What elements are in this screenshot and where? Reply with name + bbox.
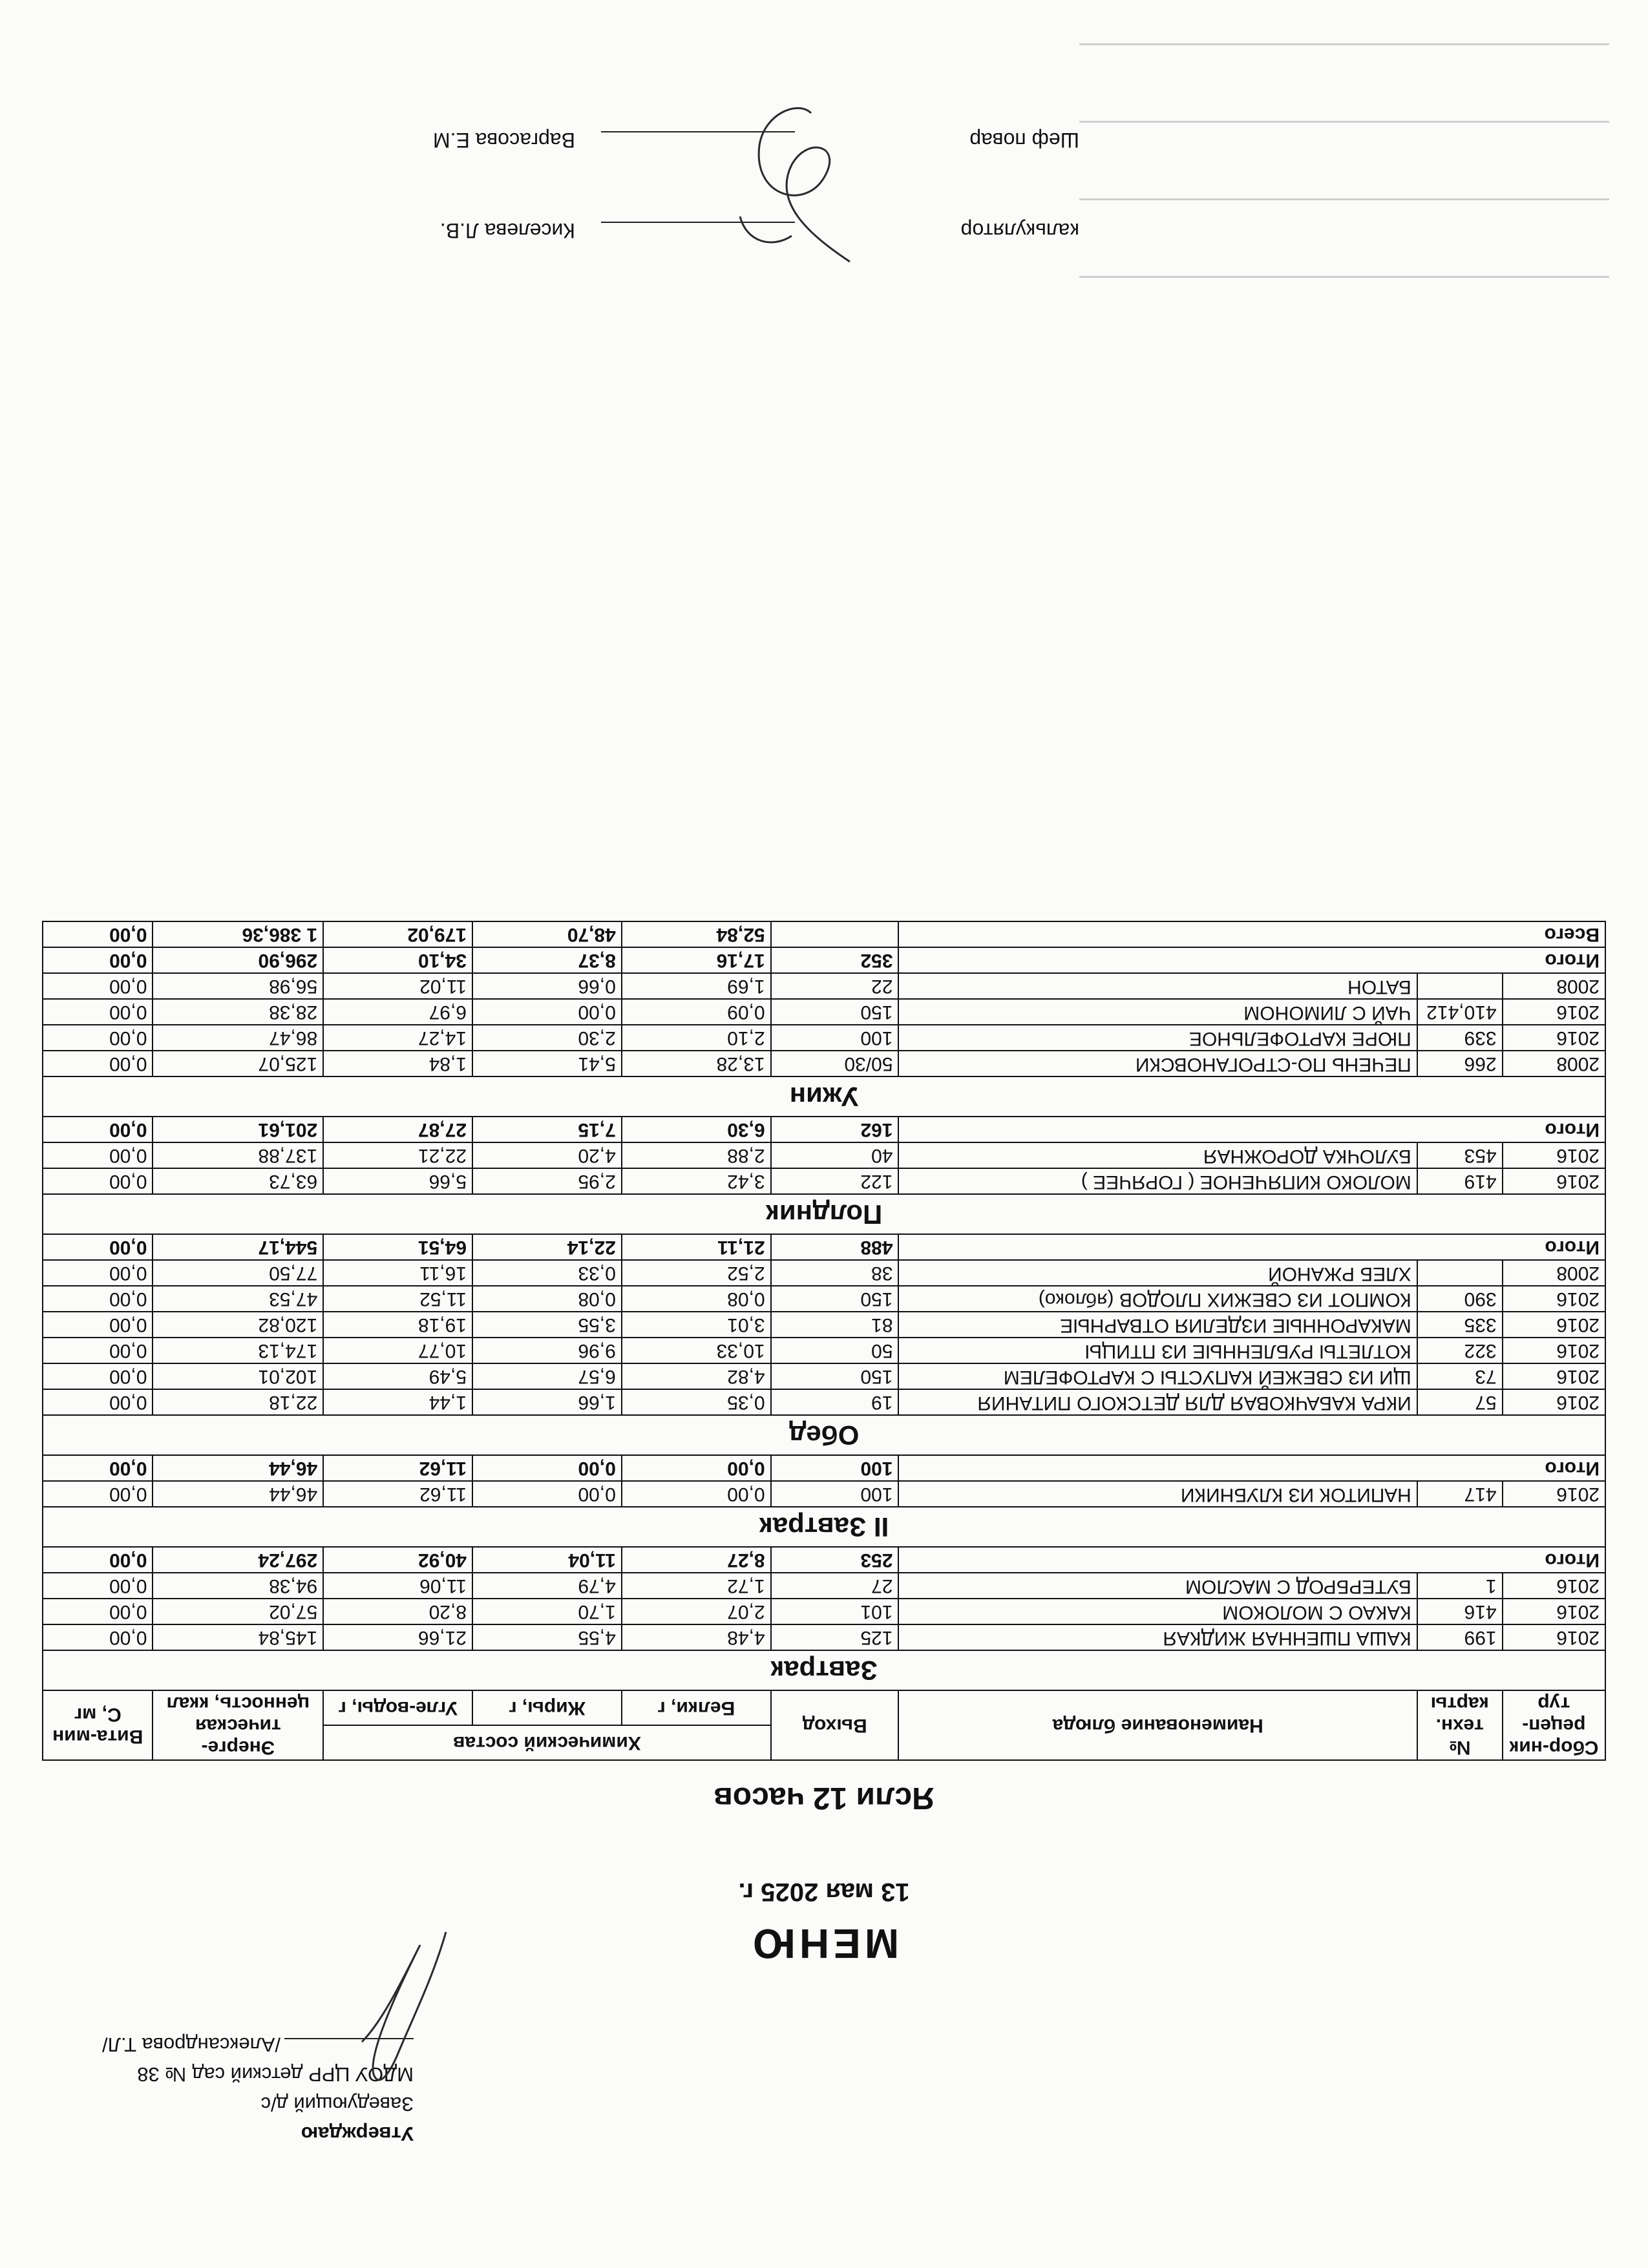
- table-row: [43, 1142, 1605, 1168]
- cell-energy: 86,47: [153, 1025, 323, 1051]
- table-row: [43, 1051, 1605, 1076]
- cell-vitamin: 0,00: [43, 1363, 153, 1389]
- cell-protein: 4,48: [622, 1624, 771, 1650]
- cell-energy: 125,07: [153, 1051, 323, 1076]
- total-row: [43, 1455, 1605, 1481]
- cell-name: ИКРА КАБАЧКОВАЯ ДЛЯ ДЕТСКОГО ПИТАНИЯ: [898, 1389, 1417, 1415]
- cell-carb: 5,66: [323, 1168, 472, 1194]
- approval-title: Утверждаю: [301, 2123, 414, 2145]
- cell-energy: 46,44: [153, 1481, 323, 1507]
- total-fat: 8,37: [472, 947, 622, 973]
- col-fat: Жиры, г: [472, 1690, 622, 1725]
- cell-protein: 2,07: [622, 1599, 771, 1624]
- cell-energy: 47,53: [153, 1286, 323, 1312]
- cell-carb: 5,49: [323, 1363, 472, 1389]
- table-row: [43, 1312, 1605, 1338]
- total-fat: 11,04: [472, 1547, 622, 1573]
- grand-total-vitamin: 0,00: [43, 921, 153, 947]
- cell-yield: 125: [771, 1624, 899, 1650]
- cell-card: 419: [1417, 1168, 1503, 1194]
- total-protein: 17,16: [622, 947, 771, 973]
- cell-energy: 94,38: [153, 1573, 323, 1599]
- table-row: [43, 1025, 1605, 1051]
- total-row: [43, 947, 1605, 973]
- cell-yield: 150: [771, 1286, 899, 1312]
- total-label: Итого: [898, 1547, 1605, 1573]
- cell-protein: 1,69: [622, 973, 771, 999]
- cell-energy: 22,18: [153, 1389, 323, 1415]
- cell-yield: 122: [771, 1168, 899, 1194]
- cell-vitamin: 0,00: [43, 999, 153, 1025]
- cell-vitamin: 0,00: [43, 1481, 153, 1507]
- cell-name: ХЛЕБ РЖАНОЙ: [898, 1260, 1417, 1286]
- col-yield: Выход: [771, 1690, 899, 1760]
- col-card: № техн. карты: [1417, 1690, 1503, 1760]
- total-yield: 162: [771, 1117, 899, 1142]
- cell-protein: 3,42: [622, 1168, 771, 1194]
- cell-yield: 101: [771, 1599, 899, 1624]
- cell-carb: 22,21: [323, 1142, 472, 1168]
- cell-card: 335: [1417, 1312, 1503, 1338]
- table-row: [43, 1168, 1605, 1194]
- cell-fat: 4,79: [472, 1573, 622, 1599]
- cell-energy: 56,98: [153, 973, 323, 999]
- total-protein: 0,00: [622, 1455, 771, 1481]
- total-fat: 0,00: [472, 1455, 622, 1481]
- cell-fat: 0,08: [472, 1286, 622, 1312]
- total-vitamin: 0,00: [43, 1234, 153, 1260]
- cell-fat: 6,57: [472, 1363, 622, 1389]
- cell-card: 410,412: [1417, 999, 1503, 1025]
- section-row: [43, 1076, 1605, 1117]
- calculator-label: калькулятор: [960, 219, 1079, 242]
- cell-vitamin: 0,00: [43, 1312, 153, 1338]
- cell-card: [1417, 1260, 1503, 1286]
- col-collection: Сбор-ник рецеп-тур: [1503, 1690, 1605, 1760]
- cell-name: ПЮРЕ КАРТОФЕЛЬНОЕ: [898, 1025, 1417, 1051]
- col-name: Наименование блюда: [898, 1690, 1417, 1760]
- cell-name: ПЕЧЕНЬ ПО-СТРОГАНОВСКИ: [898, 1051, 1417, 1076]
- cell-name: БУТЕРБРОД С МАСЛОМ: [898, 1573, 1417, 1599]
- total-row: [43, 1234, 1605, 1260]
- cell-protein: 0,09: [622, 999, 771, 1025]
- cell-energy: 137,88: [153, 1142, 323, 1168]
- cell-yield: 38: [771, 1260, 899, 1286]
- cell-protein: 0,08: [622, 1286, 771, 1312]
- cell-card: 417: [1417, 1481, 1503, 1507]
- calculator-name: Киселева Л.В.: [439, 219, 575, 242]
- cell-protein: 4,82: [622, 1363, 771, 1389]
- approval-position: Заведующий д/с: [260, 2093, 414, 2116]
- col-carb: Угле-воды, г: [323, 1690, 472, 1725]
- cell-carb: 21,66: [323, 1624, 472, 1650]
- col-chem: Химический состав: [323, 1725, 770, 1760]
- menu-date: 13 мая 2025 г.: [738, 1878, 910, 1906]
- cell-card: 1: [1417, 1573, 1503, 1599]
- cell-collection: 2008: [1503, 1260, 1605, 1286]
- cell-collection: 2016: [1503, 1168, 1605, 1194]
- cell-yield: 150: [771, 1363, 899, 1389]
- cell-yield: 50: [771, 1338, 899, 1363]
- menu-group: Ясли 12 часов: [713, 1781, 935, 1815]
- total-label: Итого: [898, 1455, 1605, 1481]
- section-row: [43, 1650, 1605, 1690]
- cell-carb: 11,62: [323, 1481, 472, 1507]
- approval-org: МДОУ ЦРР детский сад № 38: [137, 2063, 414, 2086]
- grand-total-row: [43, 921, 1605, 947]
- table-row: [43, 1599, 1605, 1624]
- cell-fat: 1,70: [472, 1599, 622, 1624]
- cell-energy: 28,38: [153, 999, 323, 1025]
- menu-table-body: [43, 921, 1605, 1690]
- cell-vitamin: 0,00: [43, 1286, 153, 1312]
- cell-name: КОТЛЕТЫ РУБЛЕННЫЕ ИЗ ПТИЦЫ: [898, 1338, 1417, 1363]
- total-energy: 544,17: [153, 1234, 323, 1260]
- section-row: [43, 1194, 1605, 1234]
- total-carb: 11,62: [323, 1455, 472, 1481]
- cell-fat: 2,95: [472, 1168, 622, 1194]
- cell-carb: 8,20: [323, 1599, 472, 1624]
- cell-carb: 14,27: [323, 1025, 472, 1051]
- table-row: [43, 1338, 1605, 1363]
- cell-protein: 2,52: [622, 1260, 771, 1286]
- total-carb: 64,51: [323, 1234, 472, 1260]
- table-row: [43, 999, 1605, 1025]
- bleed-through-line: [1079, 276, 1609, 278]
- cell-carb: 6,97: [323, 999, 472, 1025]
- total-protein: 6,30: [622, 1117, 771, 1142]
- cell-carb: 19,18: [323, 1312, 472, 1338]
- cell-collection: 2016: [1503, 1624, 1605, 1650]
- cell-vitamin: 0,00: [43, 1025, 153, 1051]
- cell-yield: 81: [771, 1312, 899, 1338]
- cell-card: 57: [1417, 1389, 1503, 1415]
- cell-name: ЩИ ИЗ СВЕЖЕЙ КАПУСТЫ С КАРТОФЕЛЕМ: [898, 1363, 1417, 1389]
- table-row: [43, 1624, 1605, 1650]
- total-energy: 46,44: [153, 1455, 323, 1481]
- cell-protein: 1,72: [622, 1573, 771, 1599]
- cell-collection: 2016: [1503, 1338, 1605, 1363]
- total-fat: 7,15: [472, 1117, 622, 1142]
- cell-name: КАША ПШЕННАЯ ЖИДКАЯ: [898, 1624, 1417, 1650]
- grand-total-label: Всего: [898, 921, 1605, 947]
- bleed-through-line: [1079, 121, 1609, 123]
- cell-name: НАПИТОК ИЗ КЛУБНИКИ: [898, 1481, 1417, 1507]
- total-label: Итого: [898, 1117, 1605, 1142]
- cell-name: БАТОН: [898, 973, 1417, 999]
- cell-carb: 11,52: [323, 1286, 472, 1312]
- cell-fat: 4,20: [472, 1142, 622, 1168]
- cell-name: КОМПОТ ИЗ СВЕЖИХ ПЛОДОВ (яблоко): [898, 1286, 1417, 1312]
- handwritten-signature: [727, 94, 869, 275]
- total-carb: 34,10: [323, 947, 472, 973]
- cell-carb: 11,02: [323, 973, 472, 999]
- cell-card: 416: [1417, 1599, 1503, 1624]
- cell-protein: 2,10: [622, 1025, 771, 1051]
- cell-yield: 19: [771, 1389, 899, 1415]
- table-row: [43, 973, 1605, 999]
- cell-vitamin: 0,00: [43, 1389, 153, 1415]
- cell-yield: 100: [771, 1481, 899, 1507]
- section-row: [43, 1415, 1605, 1455]
- cell-protein: 0,00: [622, 1481, 771, 1507]
- cell-yield: 50/30: [771, 1051, 899, 1076]
- total-yield: 100: [771, 1455, 899, 1481]
- cell-collection: 2016: [1503, 1481, 1605, 1507]
- approval-signer: /Александрова Т.Л/: [101, 2033, 280, 2056]
- cell-name: МАКАРОННЫЕ ИЗДЕЛИЯ ОТВАРНЫЕ: [898, 1312, 1417, 1338]
- cell-card: 339: [1417, 1025, 1503, 1051]
- total-fat: 22,14: [472, 1234, 622, 1260]
- section-title: Ужин: [43, 1076, 1605, 1117]
- table-row: [43, 1260, 1605, 1286]
- cell-fat: 5,41: [472, 1051, 622, 1076]
- cell-energy: 174,13: [153, 1338, 323, 1363]
- cell-energy: 145,84: [153, 1624, 323, 1650]
- cell-yield: 22: [771, 973, 899, 999]
- total-vitamin: 0,00: [43, 1455, 153, 1481]
- total-label: Итого: [898, 947, 1605, 973]
- cell-protein: 10,33: [622, 1338, 771, 1363]
- cell-energy: 57,02: [153, 1599, 323, 1624]
- cell-vitamin: 0,00: [43, 1573, 153, 1599]
- total-protein: 21,11: [622, 1234, 771, 1260]
- cell-vitamin: 0,00: [43, 1624, 153, 1650]
- cell-collection: 2008: [1503, 1051, 1605, 1076]
- total-row: [43, 1547, 1605, 1573]
- col-protein: Белки, г: [622, 1690, 771, 1725]
- total-energy: 297,24: [153, 1547, 323, 1573]
- grand-total-energy: 1 386,36: [153, 921, 323, 947]
- cell-collection: 2016: [1503, 1142, 1605, 1168]
- cell-name: ЧАЙ С ЛИМОНОМ: [898, 999, 1417, 1025]
- cell-carb: 16,11: [323, 1260, 472, 1286]
- chef-name: Варгасова Е.М: [432, 129, 575, 152]
- total-label: Итого: [898, 1234, 1605, 1260]
- cell-carb: 1,44: [323, 1389, 472, 1415]
- cell-fat: 3,55: [472, 1312, 622, 1338]
- cell-vitamin: 0,00: [43, 1260, 153, 1286]
- cell-card: 390: [1417, 1286, 1503, 1312]
- total-row: [43, 1117, 1605, 1142]
- cell-vitamin: 0,00: [43, 1338, 153, 1363]
- section-row: [43, 1507, 1605, 1547]
- cell-fat: 0,00: [472, 1481, 622, 1507]
- cell-yield: 100: [771, 1025, 899, 1051]
- table-row: [43, 1286, 1605, 1312]
- cell-fat: 4,55: [472, 1624, 622, 1650]
- cell-vitamin: 0,00: [43, 1168, 153, 1194]
- cell-vitamin: 0,00: [43, 973, 153, 999]
- cell-collection: 2016: [1503, 1599, 1605, 1624]
- total-yield: 488: [771, 1234, 899, 1260]
- grand-total-protein: 52,84: [622, 921, 771, 947]
- cell-card: 73: [1417, 1363, 1503, 1389]
- cell-card: [1417, 973, 1503, 999]
- cell-card: 199: [1417, 1624, 1503, 1650]
- chef-label: Шеф повар: [969, 129, 1079, 152]
- cell-protein: 13,28: [622, 1051, 771, 1076]
- cell-vitamin: 0,00: [43, 1599, 153, 1624]
- bleed-through-line: [1079, 43, 1609, 45]
- cell-collection: 2008: [1503, 973, 1605, 999]
- cell-energy: 77,50: [153, 1260, 323, 1286]
- cell-name: БУЛОЧКА ДОРОЖНАЯ: [898, 1142, 1417, 1168]
- table-row: [43, 1389, 1605, 1415]
- cell-name: МОЛОКО КИПЯЧЕНОЕ ( ГОРЯЧЕЕ ): [898, 1168, 1417, 1194]
- grand-total-carb: 179,02: [323, 921, 472, 947]
- cell-fat: 1,66: [472, 1389, 622, 1415]
- total-protein: 8,27: [622, 1547, 771, 1573]
- total-energy: 296,90: [153, 947, 323, 973]
- cell-vitamin: 0,00: [43, 1051, 153, 1076]
- cell-energy: 102,01: [153, 1363, 323, 1389]
- cell-carb: 11,06: [323, 1573, 472, 1599]
- menu-title: МЕНЮ: [748, 1920, 900, 1967]
- total-yield: 253: [771, 1547, 899, 1573]
- total-yield: 352: [771, 947, 899, 973]
- cell-card: 266: [1417, 1051, 1503, 1076]
- cell-fat: 0,33: [472, 1260, 622, 1286]
- section-title: Полдник: [43, 1194, 1605, 1234]
- grand-total-fat: 48,70: [472, 921, 622, 947]
- cell-collection: 2016: [1503, 1286, 1605, 1312]
- cell-protein: 2,88: [622, 1142, 771, 1168]
- cell-vitamin: 0,00: [43, 1142, 153, 1168]
- total-vitamin: 0,00: [43, 947, 153, 973]
- section-title: II Завтрак: [43, 1507, 1605, 1547]
- section-title: Обед: [43, 1415, 1605, 1455]
- menu-table: [42, 921, 1606, 1761]
- cell-energy: 120,82: [153, 1312, 323, 1338]
- cell-yield: 40: [771, 1142, 899, 1168]
- total-carb: 27,87: [323, 1117, 472, 1142]
- cell-name: КАКАО С МОЛОКОМ: [898, 1599, 1417, 1624]
- table-row: [43, 1573, 1605, 1599]
- cell-fat: 0,00: [472, 999, 622, 1025]
- cell-collection: 2016: [1503, 999, 1605, 1025]
- total-energy: 201,61: [153, 1117, 323, 1142]
- total-carb: 40,92: [323, 1547, 472, 1573]
- table-row: [43, 1481, 1605, 1507]
- cell-collection: 2016: [1503, 1389, 1605, 1415]
- cell-yield: 150: [771, 999, 899, 1025]
- cell-carb: 1,84: [323, 1051, 472, 1076]
- total-vitamin: 0,00: [43, 1547, 153, 1573]
- cell-yield: 27: [771, 1573, 899, 1599]
- cell-collection: 2016: [1503, 1573, 1605, 1599]
- table-row: [43, 1363, 1605, 1389]
- section-title: Завтрак: [43, 1650, 1605, 1690]
- cell-card: 322: [1417, 1338, 1503, 1363]
- grand-total-yield: [771, 921, 899, 947]
- cell-card: 453: [1417, 1142, 1503, 1168]
- cell-fat: 0,66: [472, 973, 622, 999]
- cell-energy: 63,73: [153, 1168, 323, 1194]
- cell-collection: 2016: [1503, 1363, 1605, 1389]
- cell-protein: 0,35: [622, 1389, 771, 1415]
- cell-fat: 2,30: [472, 1025, 622, 1051]
- cell-carb: 10,77: [323, 1338, 472, 1363]
- col-energy: Энерге-тическая ценность, ккал: [153, 1690, 323, 1760]
- total-vitamin: 0,00: [43, 1117, 153, 1142]
- col-vitamin: Вита-мин С, мг: [43, 1690, 153, 1760]
- cell-collection: 2016: [1503, 1025, 1605, 1051]
- cell-protein: 3,01: [622, 1312, 771, 1338]
- cell-fat: 9,96: [472, 1338, 622, 1363]
- cell-collection: 2016: [1503, 1312, 1605, 1338]
- bleed-through-line: [1079, 198, 1609, 200]
